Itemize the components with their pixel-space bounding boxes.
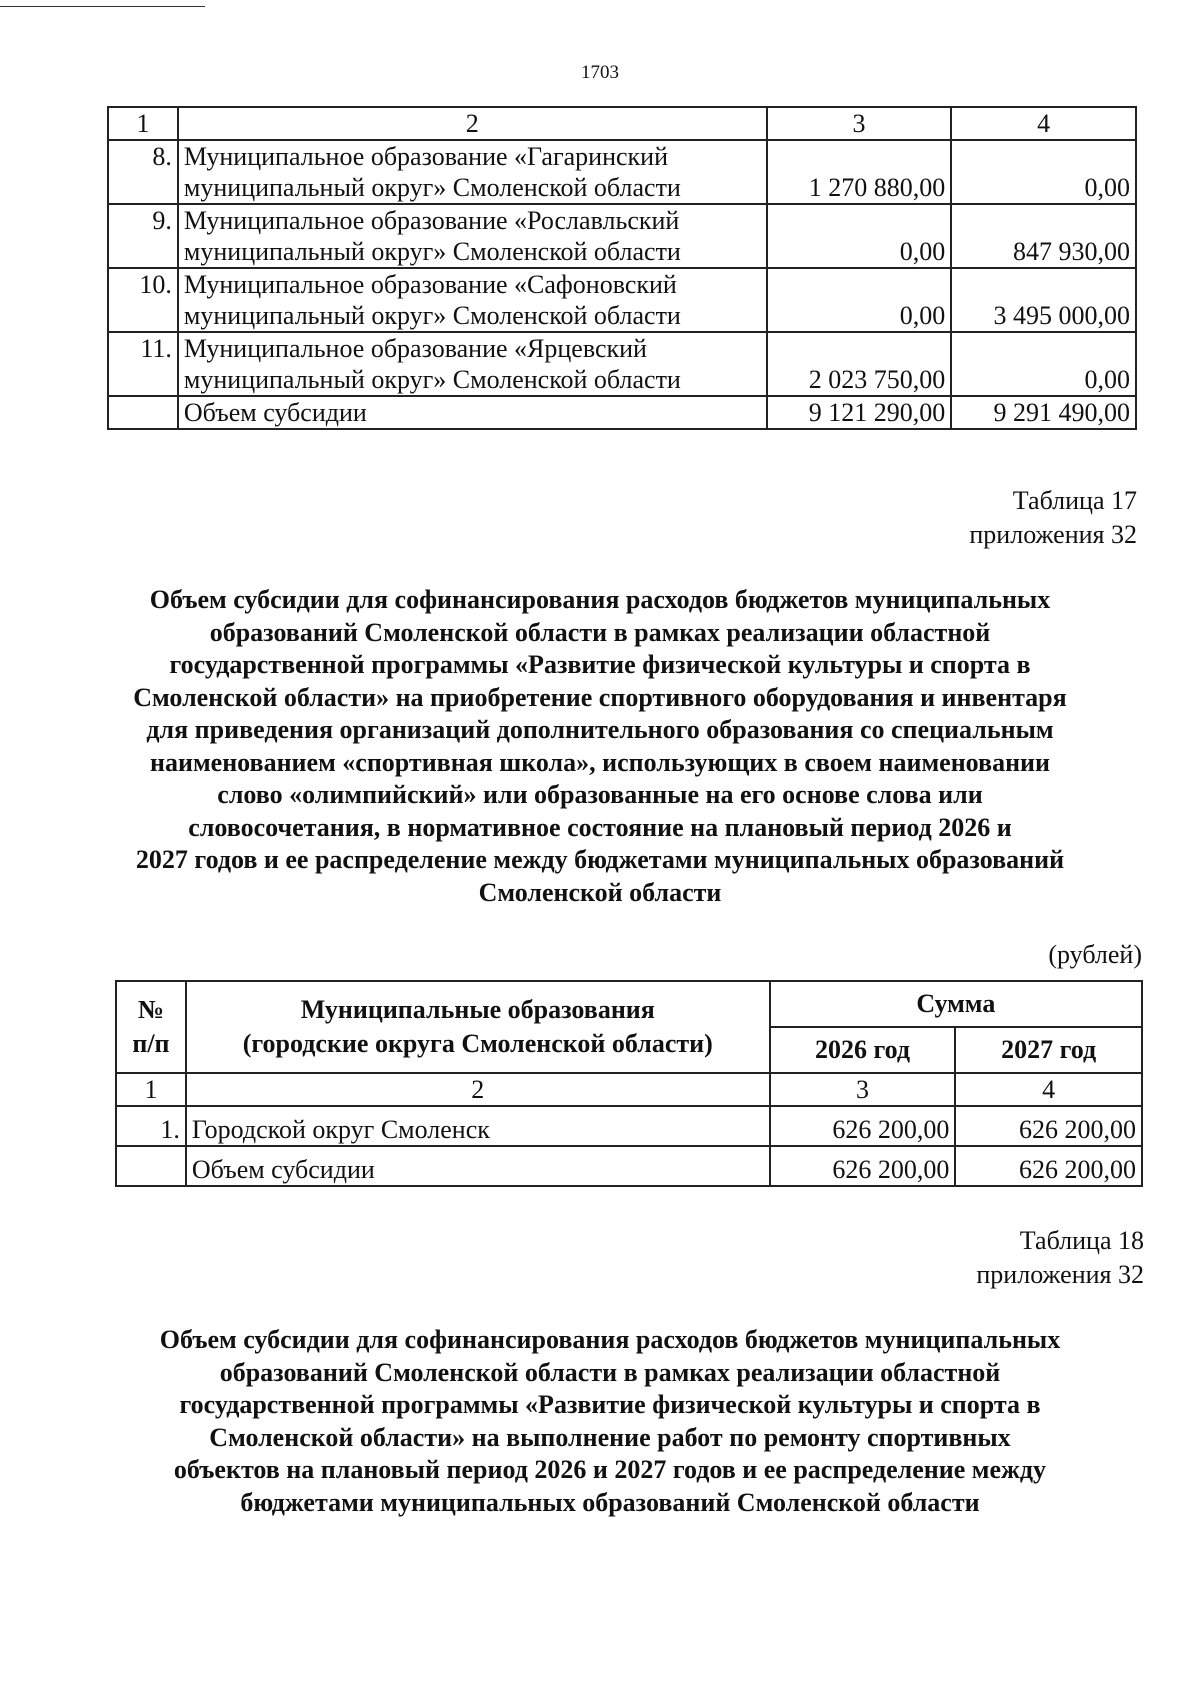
table-continuation <box>107 106 1137 430</box>
row-number: 11. <box>108 332 178 396</box>
caption-line: приложения 32 <box>976 1260 1144 1289</box>
col-number-cell: 4 <box>951 107 1136 140</box>
table17 <box>115 980 1143 1187</box>
title-line: наименованием «спортивная школа», использующих в своем наименовании <box>149 747 1051 777</box>
title-line: Смоленской области» на выполнение работ по ремонту спортивных <box>209 1422 1011 1452</box>
total-2026: 626 200,00 <box>770 1146 956 1186</box>
title-line: государственной программы «Развитие физической культуры и спорта в <box>179 1390 1041 1419</box>
total-label: Объем субсидии <box>186 1146 770 1186</box>
row-number: 10. <box>108 268 178 332</box>
row-name: Городской округ Смоленск <box>186 1106 770 1146</box>
title-line: 2027 годов и ее распределение между бюджетами муниципальных образований <box>135 845 1065 874</box>
total-2027: 9 291 490,00 <box>951 396 1136 429</box>
table-row <box>108 140 1136 204</box>
row-number: 9. <box>108 204 178 268</box>
value-2027: 3 495 000,00 <box>951 268 1136 332</box>
row-name <box>178 204 767 268</box>
title-line: государственной программы «Развитие физической культуры и спорта в <box>169 650 1031 679</box>
header-sum: Сумма <box>770 981 1142 1027</box>
col-number-cell: 2 <box>186 1073 770 1106</box>
total-2027: 626 200,00 <box>955 1146 1142 1186</box>
row-name-line: Муниципальное образование «Ярцевский <box>183 334 647 363</box>
top-rule <box>0 6 205 7</box>
title-line: Смоленской области <box>478 877 722 907</box>
title-line: образований Смоленской области в рамках реализации областной <box>209 617 991 647</box>
title-line: Объем субсидии для софинансирования расходов бюджетов муниципальных <box>159 1325 1061 1354</box>
value-2027: 847 930,00 <box>951 204 1136 268</box>
value-2027: 626 200,00 <box>955 1106 1142 1146</box>
title-line: образований Смоленской области в рамках реализации областной <box>219 1357 1001 1387</box>
total-row <box>116 1146 1142 1186</box>
value-2026: 2 023 750,00 <box>767 332 952 396</box>
table18-title <box>110 1324 1110 1519</box>
table-row <box>108 204 1136 268</box>
row-name-line: Муниципальное образование «Рославльский <box>183 206 680 235</box>
empty-cell <box>108 396 178 429</box>
row-name-line: муниципальный округ» Смоленской области <box>183 301 681 330</box>
title-line: бюджетами муниципальных образований Смоленской области <box>240 1487 980 1517</box>
row-name-line: Муниципальное образование «Сафоновский <box>183 270 677 299</box>
title-line: Объем субсидии для софинансирования расходов бюджетов муниципальных <box>149 585 1051 614</box>
row-name <box>178 268 767 332</box>
value-2026: 0,00 <box>767 204 952 268</box>
table17-title <box>100 584 1100 909</box>
row-number: 1. <box>116 1106 186 1146</box>
table18-caption <box>976 1224 1144 1292</box>
total-2026: 9 121 290,00 <box>767 396 952 429</box>
caption-line: Таблица 17 <box>1012 486 1137 515</box>
table-row <box>108 332 1136 396</box>
header-line: Муниципальные образования <box>300 995 655 1024</box>
header-line: (городские округа Смоленской области) <box>242 1029 713 1058</box>
title-line: объектов на плановый период 2026 и 2027 годов и ее распределение между <box>173 1455 1047 1484</box>
value-2026: 626 200,00 <box>770 1106 956 1146</box>
header-line: п/п <box>132 1029 170 1058</box>
col-number-cell: 1 <box>116 1073 186 1106</box>
table-row <box>108 268 1136 332</box>
page-number: 1703 <box>581 62 619 83</box>
total-label: Объем субсидии <box>178 396 767 429</box>
row-name-line: муниципальный округ» Смоленской области <box>183 237 681 266</box>
column-number-row <box>108 107 1136 140</box>
header-num <box>116 981 186 1073</box>
row-name-line: муниципальный округ» Смоленской области <box>183 173 681 202</box>
col-number-cell: 1 <box>108 107 178 140</box>
header-row <box>116 981 1142 1027</box>
empty-cell <box>116 1146 186 1186</box>
title-line: Смоленской области» на приобретение спортивного оборудования и инвентаря <box>133 682 1067 712</box>
col-number-cell: 2 <box>178 107 767 140</box>
col-number-cell: 4 <box>955 1073 1142 1106</box>
row-name <box>178 332 767 396</box>
col-number-cell: 3 <box>770 1073 956 1106</box>
title-line: для приведения организаций дополнительного образования со специальным <box>146 715 1054 744</box>
units-label: (рублей) <box>1048 940 1142 969</box>
col-number-cell: 3 <box>767 107 952 140</box>
header-name <box>186 981 770 1073</box>
column-number-row <box>116 1073 1142 1106</box>
value-2027: 0,00 <box>951 140 1136 204</box>
table-row <box>116 1106 1142 1146</box>
value-2026: 0,00 <box>767 268 952 332</box>
value-2027: 0,00 <box>951 332 1136 396</box>
header-2027: 2027 год <box>955 1027 1142 1073</box>
header-2026: 2026 год <box>770 1027 956 1073</box>
row-name <box>178 140 767 204</box>
value-2026: 1 270 880,00 <box>767 140 952 204</box>
total-row <box>108 396 1136 429</box>
header-line: № <box>137 995 165 1024</box>
table17-caption <box>969 484 1137 552</box>
title-line: слово «олимпийский» или образованные на его основе слова или <box>217 780 983 809</box>
caption-line: приложения 32 <box>969 520 1137 549</box>
row-name-line: Муниципальное образование «Гагаринский <box>183 142 669 171</box>
row-name-line: муниципальный округ» Смоленской области <box>183 365 681 394</box>
title-line: словосочетания, в нормативное состояние на плановый период 2026 и <box>188 812 1012 842</box>
row-number: 8. <box>108 140 178 204</box>
caption-line: Таблица 18 <box>1019 1226 1144 1255</box>
